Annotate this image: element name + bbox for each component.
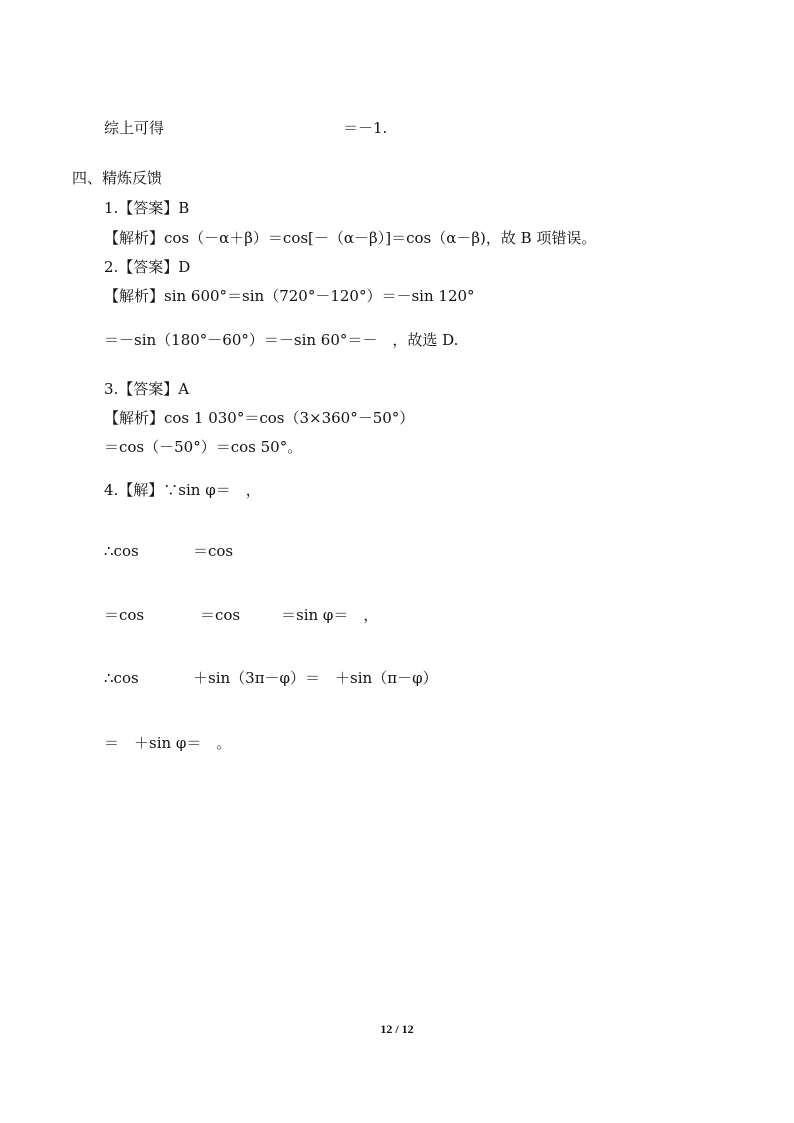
q4-line2-start: ∴cos (104, 542, 139, 560)
q3-analysis-line2: ＝cos（－50°）＝cos 50°。 (104, 438, 303, 456)
summary-label: 综上可得 (104, 119, 165, 137)
q4-line3-start: ＝cos (104, 606, 145, 624)
q4-line1: 4.【解】∵sin φ＝ ， (104, 481, 261, 499)
q1-analysis: 【解析】cos（－α＋β）＝cos[－（α－β）]＝cos（α－β)，故 B 项错误。 (104, 229, 597, 247)
q4-line5: ＝ ＋sin φ＝ 。 (104, 734, 232, 752)
page-number: 12 / 12 (380, 1022, 414, 1036)
q3-analysis-line1: 【解析】cos 1 030°＝cos（3×360°－50°） (104, 409, 415, 427)
q3-answer: 3.【答案】A (104, 380, 190, 398)
q1-answer: 1.【答案】B (104, 199, 190, 217)
q4-line3-mid: ＝cos (200, 606, 241, 624)
q2-analysis-line2: ＝－sin（180°－60°）＝－sin 60°＝－ ，故选 D. (104, 331, 459, 349)
q2-analysis-line1: 【解析】sin 600°＝sin（720°－120°）＝－sin 120° (104, 287, 475, 305)
q4-line4-end: ＋sin（3π－φ）＝ ＋sin（π－φ） (193, 669, 438, 687)
section-title: 四、精炼反馈 (72, 169, 163, 187)
summary-result: ＝－1. (343, 119, 388, 137)
q4-line3-end: ＝sin φ＝ ， (281, 606, 379, 624)
q4-line4-start: ∴cos (104, 669, 139, 687)
q4-line2-end: ＝cos (193, 542, 234, 560)
q2-answer: 2.【答案】D (104, 258, 191, 276)
